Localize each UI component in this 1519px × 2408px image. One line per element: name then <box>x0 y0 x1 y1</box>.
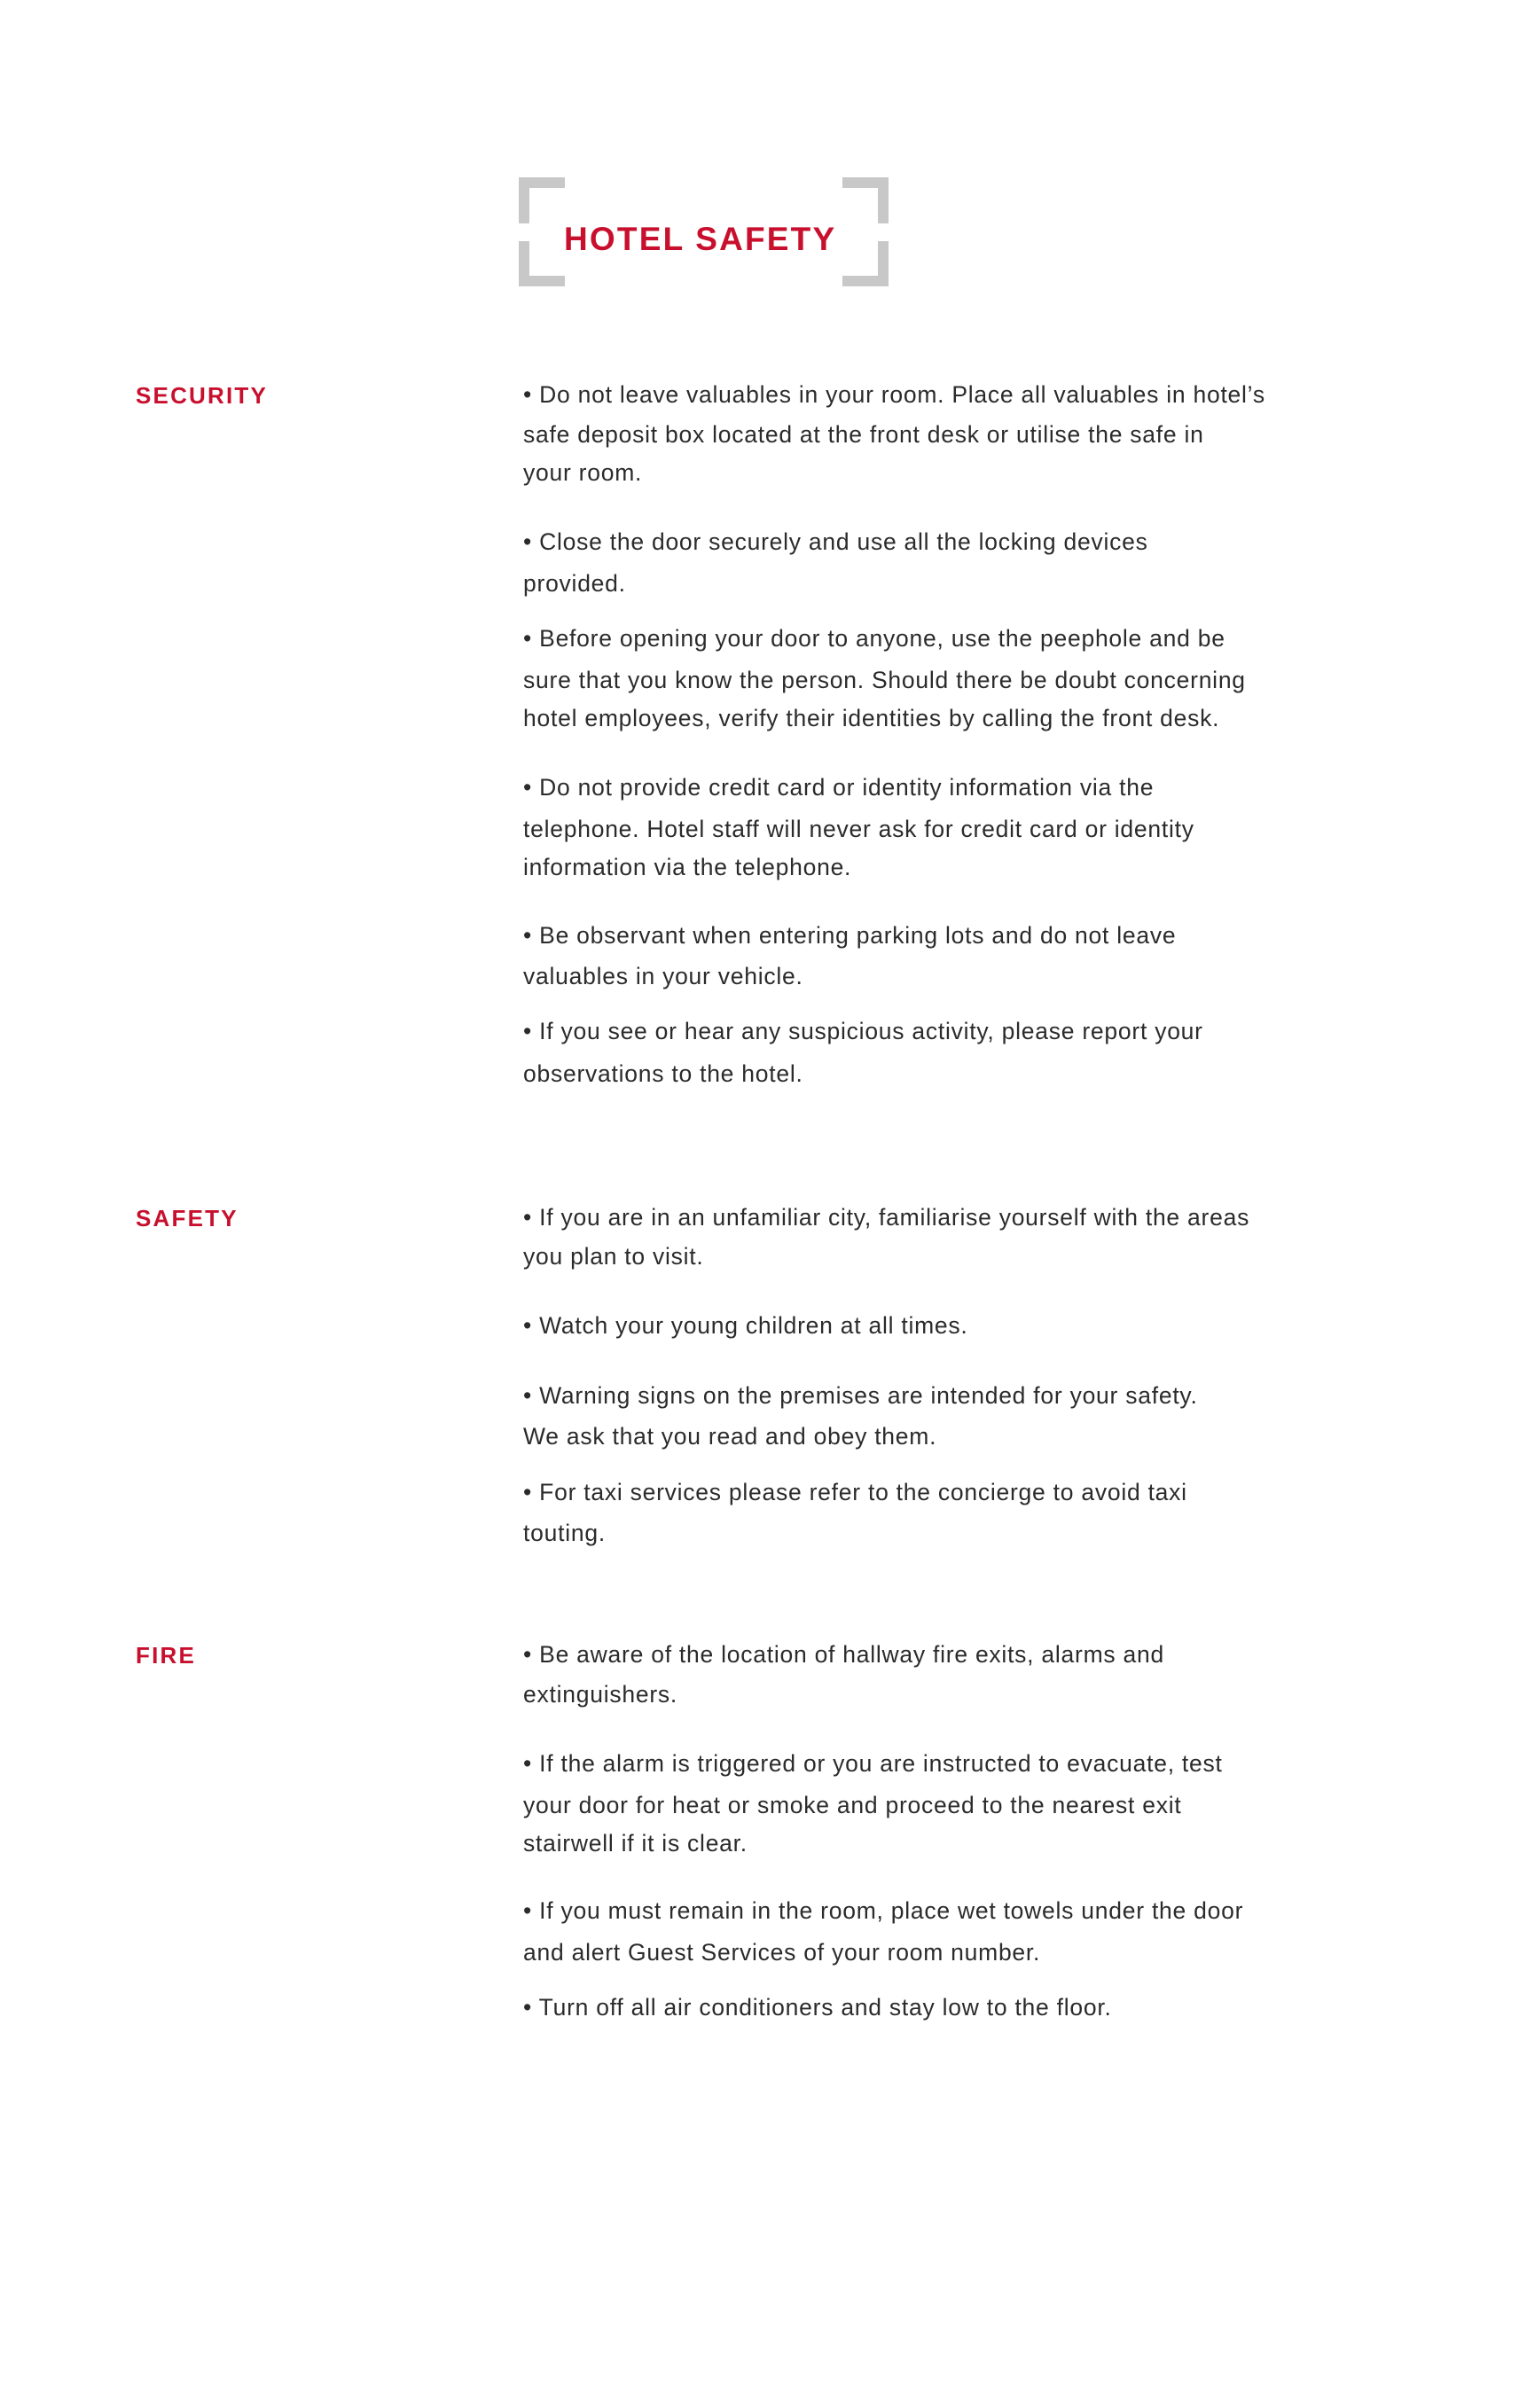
text-line: provided. <box>523 570 626 597</box>
section-label-security: SECURITY <box>136 382 269 409</box>
right-bracket-upper-stem <box>878 177 889 223</box>
text-line: • Do not provide credit card or identity information via the <box>523 774 1155 801</box>
text-line: sure that you know the person. Should there be doubt concerning <box>523 667 1246 693</box>
text-line: • Before opening your door to anyone, use the peephole and be <box>523 625 1225 652</box>
text-line: hotel employees, verify their identities by calling the front desk. <box>523 705 1220 731</box>
right-bracket-bottom-arm <box>842 276 889 286</box>
text-line: observations to the hotel. <box>523 1060 803 1087</box>
text-line: extinguishers. <box>523 1681 678 1708</box>
text-line: • Do not leave valuables in your room. Place all valuables in hotel’s <box>523 381 1265 408</box>
text-line: valuables in your vehicle. <box>523 963 803 989</box>
left-bracket-upper-stem <box>519 177 529 223</box>
text-line: • If you see or hear any suspicious activity, please report your <box>523 1018 1203 1044</box>
text-line: your room. <box>523 459 643 486</box>
text-line: telephone. Hotel staff will never ask for credit card or identity <box>523 816 1194 842</box>
text-line: We ask that you read and obey them. <box>523 1423 937 1450</box>
text-line: stairwell if it is clear. <box>523 1830 748 1857</box>
text-line: • If the alarm is triggered or you are instructed to evacuate, test <box>523 1750 1223 1777</box>
text-line: you plan to visit. <box>523 1243 704 1270</box>
page-title: HOTEL SAFETY <box>564 221 837 257</box>
text-line: safe deposit box located at the front desk or utilise the safe in <box>523 421 1204 448</box>
text-line: touting. <box>523 1520 606 1546</box>
text-line: and alert Guest Services of your room number. <box>523 1939 1041 1966</box>
text-line: • For taxi services please refer to the concierge to avoid taxi <box>523 1479 1187 1505</box>
text-line: • If you are in an unfamiliar city, familiarise yourself with the areas <box>523 1204 1250 1231</box>
text-line: • Close the door securely and use all the locking devices <box>523 528 1148 555</box>
section-label-fire: FIRE <box>136 1642 197 1669</box>
text-line: • Warning signs on the premises are intended for your safety. <box>523 1382 1198 1409</box>
section-label-safety: SAFETY <box>136 1205 239 1231</box>
left-bracket-bottom-arm <box>519 276 565 286</box>
text-line: • Be aware of the location of hallway fire exits, alarms and <box>523 1641 1165 1668</box>
text-line: • Watch your young children at all times. <box>523 1312 968 1339</box>
text-line: your door for heat or smoke and proceed to the nearest exit <box>523 1792 1182 1818</box>
text-line: • Be observant when entering parking lots and do not leave <box>523 922 1177 949</box>
text-line: information via the telephone. <box>523 854 852 880</box>
text-line: • Turn off all air conditioners and stay low to the floor. <box>523 1994 1112 2021</box>
text-line: • If you must remain in the room, place wet towels under the door <box>523 1897 1244 1924</box>
